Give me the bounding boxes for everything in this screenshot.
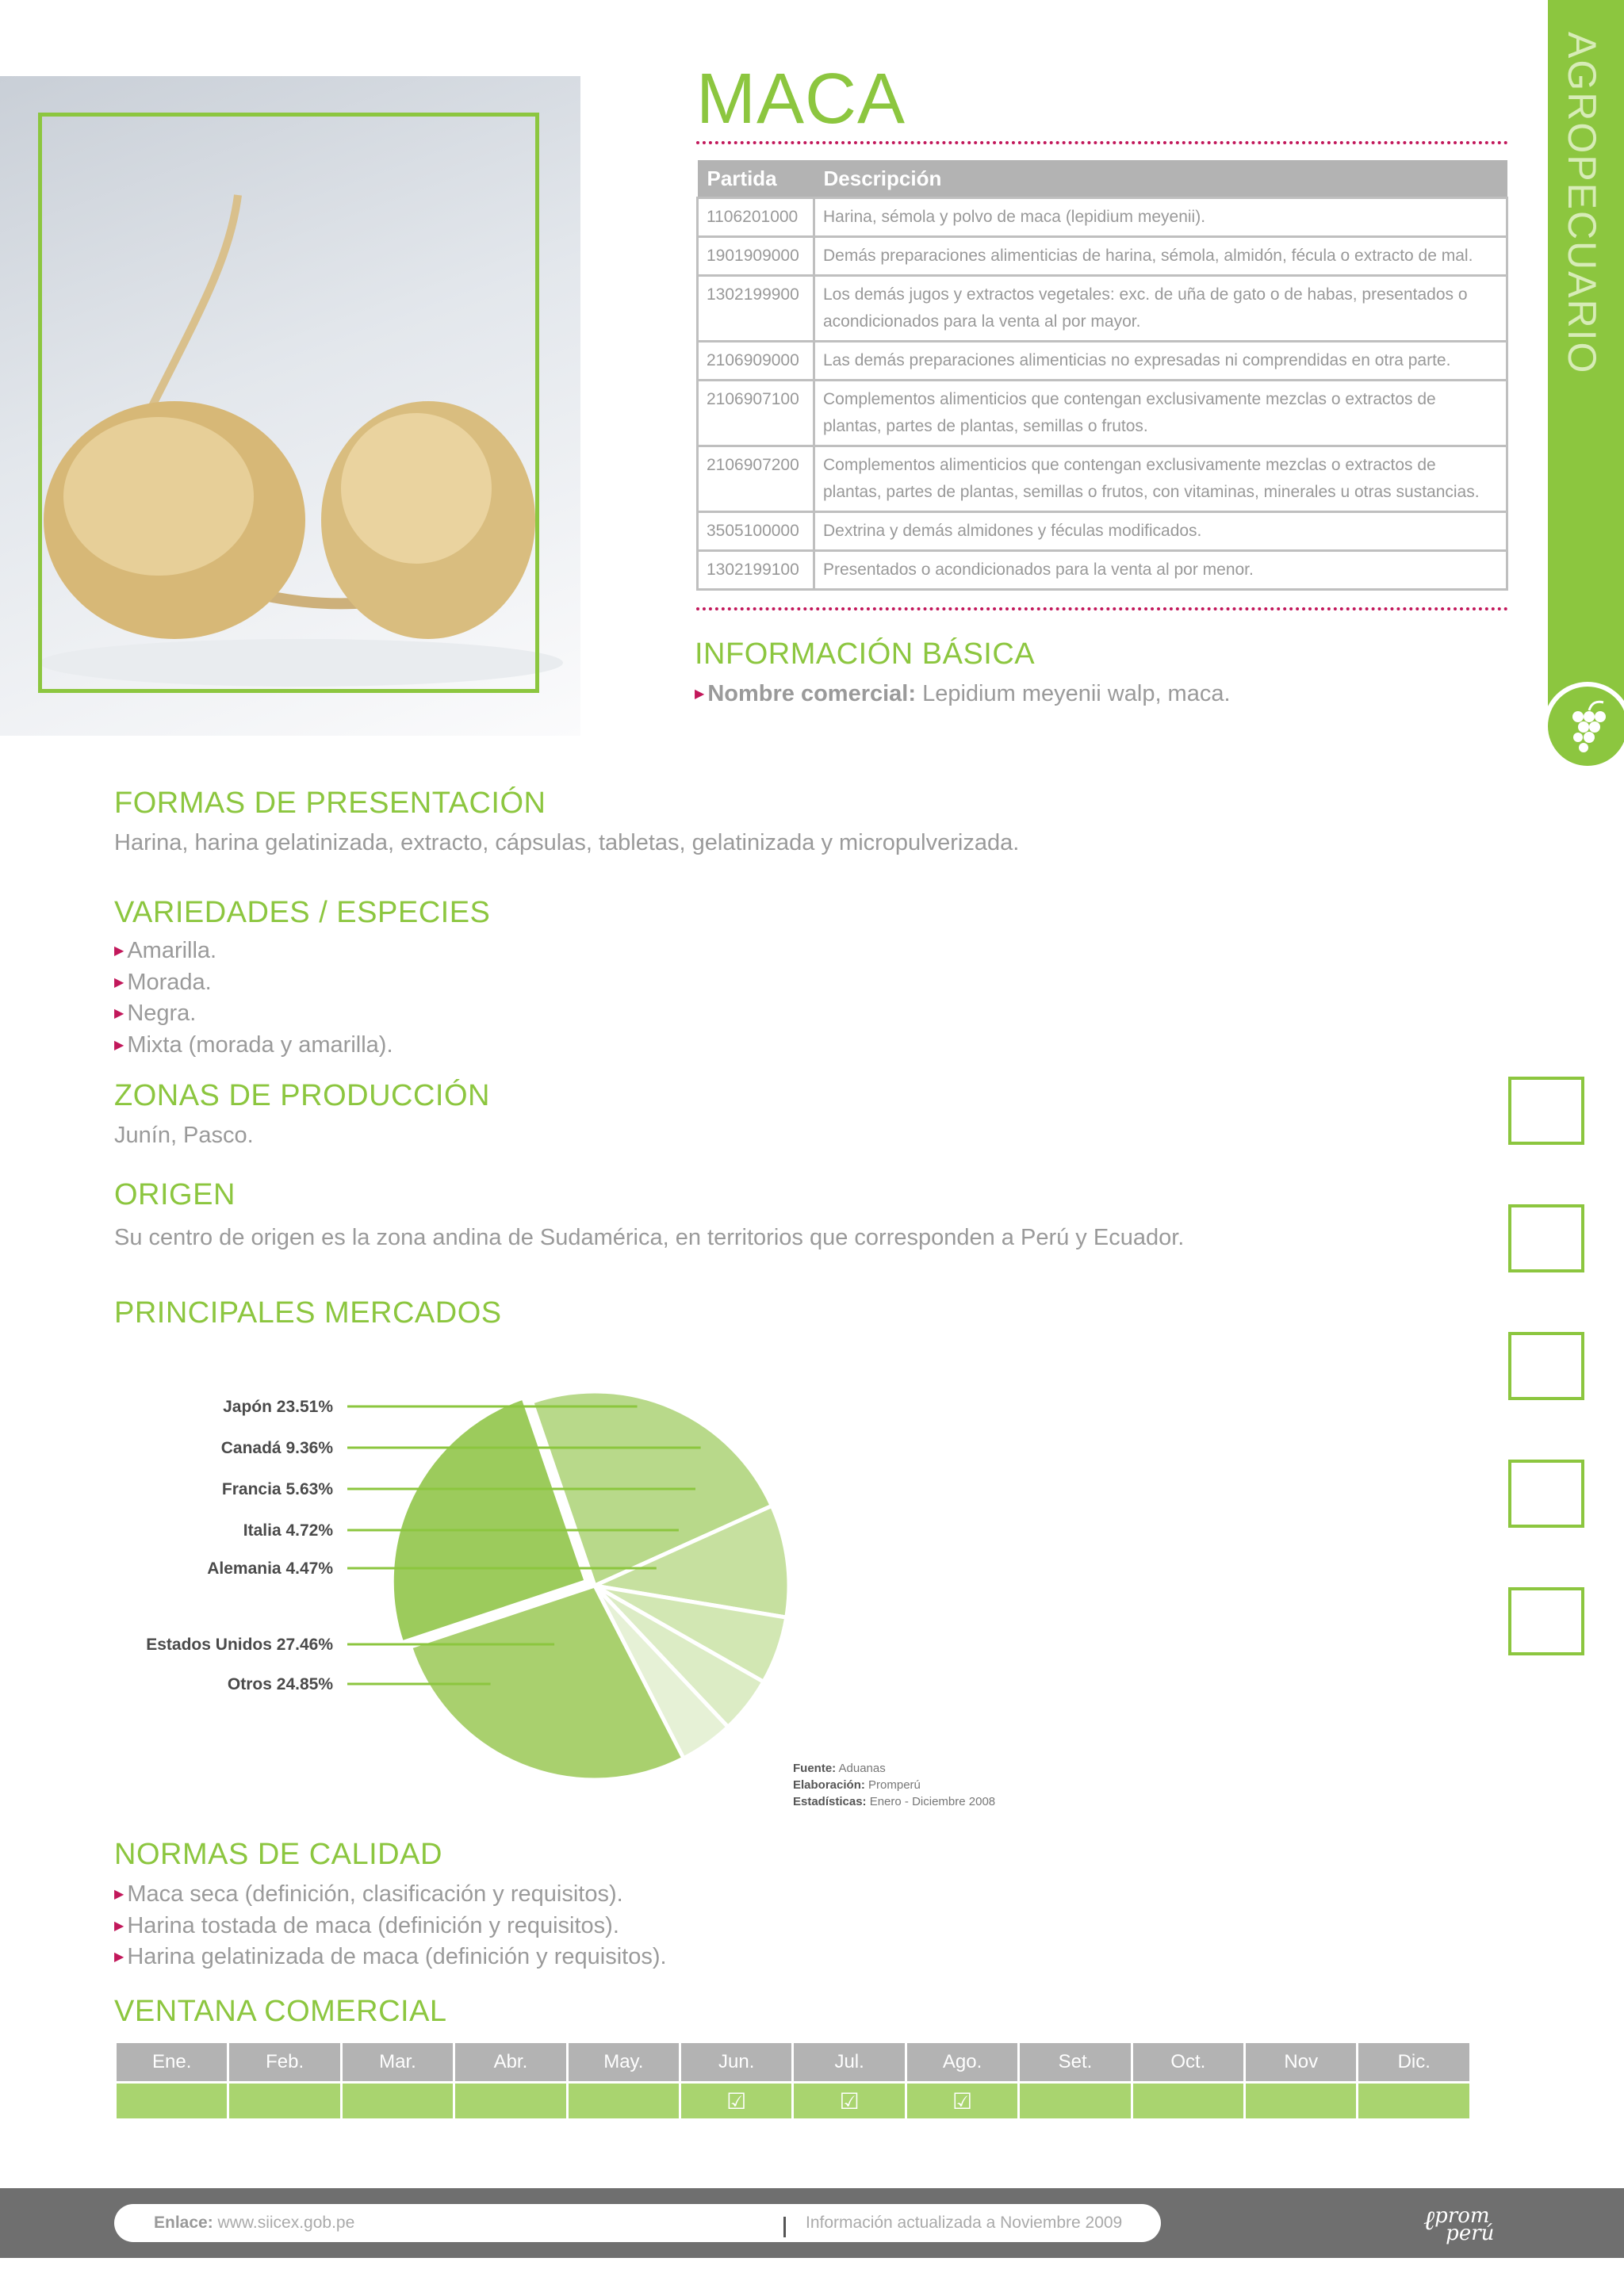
partida-code: 1901909000 — [698, 237, 814, 276]
month-cell — [228, 2083, 341, 2120]
pie-label: Alemania 4.47% — [207, 1559, 333, 1578]
table-row — [698, 342, 1507, 381]
month-cell — [116, 2083, 228, 2120]
month-cell — [1358, 2083, 1471, 2120]
pie-label: Otros 24.85% — [227, 1675, 333, 1693]
info-basica-line — [695, 680, 1231, 712]
zonas-heading: ZONAS DE PRODUCCIÓN — [114, 1079, 490, 1112]
bullet-icon: ▶ — [695, 687, 705, 701]
month-header: Nov — [1245, 2042, 1358, 2083]
info-basica-heading: INFORMACIÓN BÁSICA — [695, 637, 1036, 671]
month-header: May. — [567, 2042, 680, 2083]
variedades-heading: VARIEDADES / ESPECIES — [114, 896, 491, 929]
partida-code: 2106909000 — [698, 342, 814, 381]
bullet-icon: ▶ — [114, 944, 124, 958]
footer-link[interactable] — [154, 2214, 354, 2233]
month-cell — [1132, 2083, 1244, 2120]
footer-link-label: Enlace: — [154, 2214, 213, 2232]
photo-frame — [38, 113, 539, 693]
month-cell — [454, 2083, 567, 2120]
partida-code: 1302199900 — [698, 276, 814, 342]
side-box — [1508, 1204, 1584, 1272]
month-header: Jul. — [793, 2042, 906, 2083]
list-item — [114, 1881, 667, 1912]
pie-label: Japón 23.51% — [223, 1398, 333, 1416]
pie-label: Italia 4.72% — [243, 1521, 333, 1540]
chart-sources — [793, 1760, 995, 1810]
pie-label: Canadá 9.36% — [220, 1439, 333, 1457]
list-item — [114, 1912, 667, 1944]
bullet-icon: ▶ — [114, 975, 124, 989]
variedad-item: Mixta (morada y amarilla). — [127, 1031, 393, 1058]
origen-text: Su centro de origen es la zona andina de Sudamérica, en territorios que corresponden a Perú y Ecuador. — [114, 1225, 1185, 1250]
zonas-text: Junín, Pasco. — [114, 1123, 254, 1148]
variedad-item: Amarilla. — [127, 938, 217, 963]
variedad-item: Morada. — [127, 969, 212, 995]
dotted-divider — [696, 141, 1508, 144]
ventana-calendar — [114, 2041, 1472, 2121]
source-line — [793, 1793, 995, 1810]
partida-description: Los demás jugos y extractos vegetales: exc. de uña de gato o de habas, presentados o acondicionados para la venta al por mayor. — [814, 276, 1507, 342]
month-cell — [1245, 2083, 1358, 2120]
month-cell — [567, 2083, 680, 2120]
source-value: Enero - Diciembre 2008 — [866, 1795, 996, 1808]
logo-text-top: prom — [1434, 2204, 1490, 2228]
partida-description: Complementos alimenticios que contengan exclusivamente mezclas o extractos de plantas, partes de plantas, semillas o frutos. — [814, 381, 1507, 446]
source-line — [793, 1760, 995, 1777]
list-item — [114, 1000, 393, 1031]
partida-code: 3505100000 — [698, 512, 814, 551]
month-header: Ago. — [906, 2042, 1018, 2083]
norma-item: Harina gelatinizada de maca (definición y requisitos). — [127, 1944, 667, 1969]
list-item — [114, 937, 393, 969]
bullet-icon: ▶ — [114, 1888, 124, 1901]
month-header: Abr. — [454, 2042, 567, 2083]
mercados-heading: PRINCIPALES MERCADOS — [114, 1296, 502, 1330]
side-box — [1508, 1077, 1584, 1145]
partida-description: Harina, sémola y polvo de maca (lepidium meyenii). — [814, 198, 1507, 237]
month-cell — [341, 2083, 454, 2120]
source-value: Aduanas — [836, 1762, 886, 1775]
partida-description: Demás preparaciones alimenticias de harina, sémola, almidón, fécula o extracto de mal. — [814, 237, 1507, 276]
month-cell: ☑ — [906, 2083, 1018, 2120]
nombre-comercial-label: Nombre comercial: — [707, 681, 917, 706]
month-header: Feb. — [228, 2042, 341, 2083]
nombre-comercial-value: Lepidium meyenii walp, maca. — [916, 681, 1231, 706]
partida-description: Dextrina y demás almidones y féculas modificados. — [814, 512, 1507, 551]
logo-mark: ℓ — [1423, 2205, 1435, 2237]
norma-item: Maca seca (definición, clasificación y requisitos). — [127, 1881, 623, 1907]
promperu-logo — [1423, 2204, 1495, 2245]
bullet-icon: ▶ — [114, 1038, 124, 1052]
table-row — [698, 237, 1507, 276]
footer-update-text: Información actualizada a Noviembre 2009 — [806, 2214, 1123, 2232]
partida-header: Partida — [698, 160, 814, 198]
sidebar-category-label: AGROPECUARIO — [1560, 32, 1604, 375]
month-header: Ene. — [116, 2042, 228, 2083]
table-row — [698, 198, 1507, 237]
pie-label: Estados Unidos 27.46% — [146, 1636, 333, 1654]
partida-code: 2106907200 — [698, 446, 814, 512]
markets-pie-chart — [127, 1348, 841, 1792]
grapes-icon — [1543, 682, 1624, 771]
month-cell — [1019, 2083, 1132, 2120]
table-row — [698, 381, 1507, 446]
side-box — [1508, 1460, 1584, 1528]
norma-item: Harina tostada de maca (definición y requisitos). — [127, 1912, 619, 1938]
list-item — [114, 1031, 393, 1063]
partida-code: 1106201000 — [698, 198, 814, 237]
dotted-divider — [696, 607, 1508, 610]
table-row — [698, 551, 1507, 590]
list-item — [114, 1943, 667, 1975]
bullet-icon: ▶ — [114, 1950, 124, 1964]
variedad-item: Negra. — [127, 1001, 197, 1026]
side-box — [1508, 1587, 1584, 1655]
partida-description: Complementos alimenticios que contengan exclusivamente mezclas o extractos de plantas, partes de plantas, semillas o frutos, con vitaminas, minerales u otras sustancias. — [814, 446, 1507, 512]
formas-heading: FORMAS DE PRESENTACIÓN — [114, 786, 546, 820]
table-row — [698, 276, 1507, 342]
month-header: Set. — [1019, 2042, 1132, 2083]
partida-table — [696, 160, 1508, 591]
month-header: Oct. — [1132, 2042, 1244, 2083]
descripcion-header: Descripción — [814, 160, 1507, 198]
source-label: Estadísticas: — [793, 1795, 867, 1808]
source-line — [793, 1777, 995, 1793]
origen-heading: ORIGEN — [114, 1178, 236, 1211]
partida-code: 2106907100 — [698, 381, 814, 446]
side-box — [1508, 1332, 1584, 1400]
normas-heading: NORMAS DE CALIDAD — [114, 1838, 442, 1871]
variedades-list — [114, 937, 393, 1062]
table-row — [698, 512, 1507, 551]
page-title: MACA — [696, 59, 906, 139]
pie-label: Francia 5.63% — [221, 1480, 333, 1498]
partida-description: Presentados o acondicionados para la venta al por menor. — [814, 551, 1507, 590]
ventana-heading: VENTANA COMERCIAL — [114, 1995, 447, 2028]
table-row — [698, 446, 1507, 512]
month-header: Dic. — [1358, 2042, 1471, 2083]
footer-link-url[interactable]: www.siicex.gob.pe — [213, 2214, 355, 2232]
source-value: Promperú — [864, 1778, 921, 1792]
month-cell: ☑ — [680, 2083, 793, 2120]
partida-description: Las demás preparaciones alimenticias no expresadas ni comprendidas en otra parte. — [814, 342, 1507, 381]
sidebar-label-wrap — [1548, 32, 1624, 404]
list-item — [114, 969, 393, 1001]
month-header: Mar. — [341, 2042, 454, 2083]
normas-list — [114, 1881, 667, 1975]
logo-text-bottom: perú — [1446, 2221, 1495, 2245]
bullet-icon: ▶ — [114, 1919, 124, 1933]
source-label: Fuente: — [793, 1762, 837, 1775]
footer-separator — [783, 2217, 786, 2237]
source-label: Elaboración: — [793, 1778, 865, 1792]
month-cell: ☑ — [793, 2083, 906, 2120]
formas-text: Harina, harina gelatinizada, extracto, cápsulas, tabletas, gelatinizada y micropulverizada. — [114, 830, 1020, 855]
bullet-icon: ▶ — [114, 1007, 124, 1020]
month-header: Jun. — [680, 2042, 793, 2083]
partida-code: 1302199100 — [698, 551, 814, 590]
